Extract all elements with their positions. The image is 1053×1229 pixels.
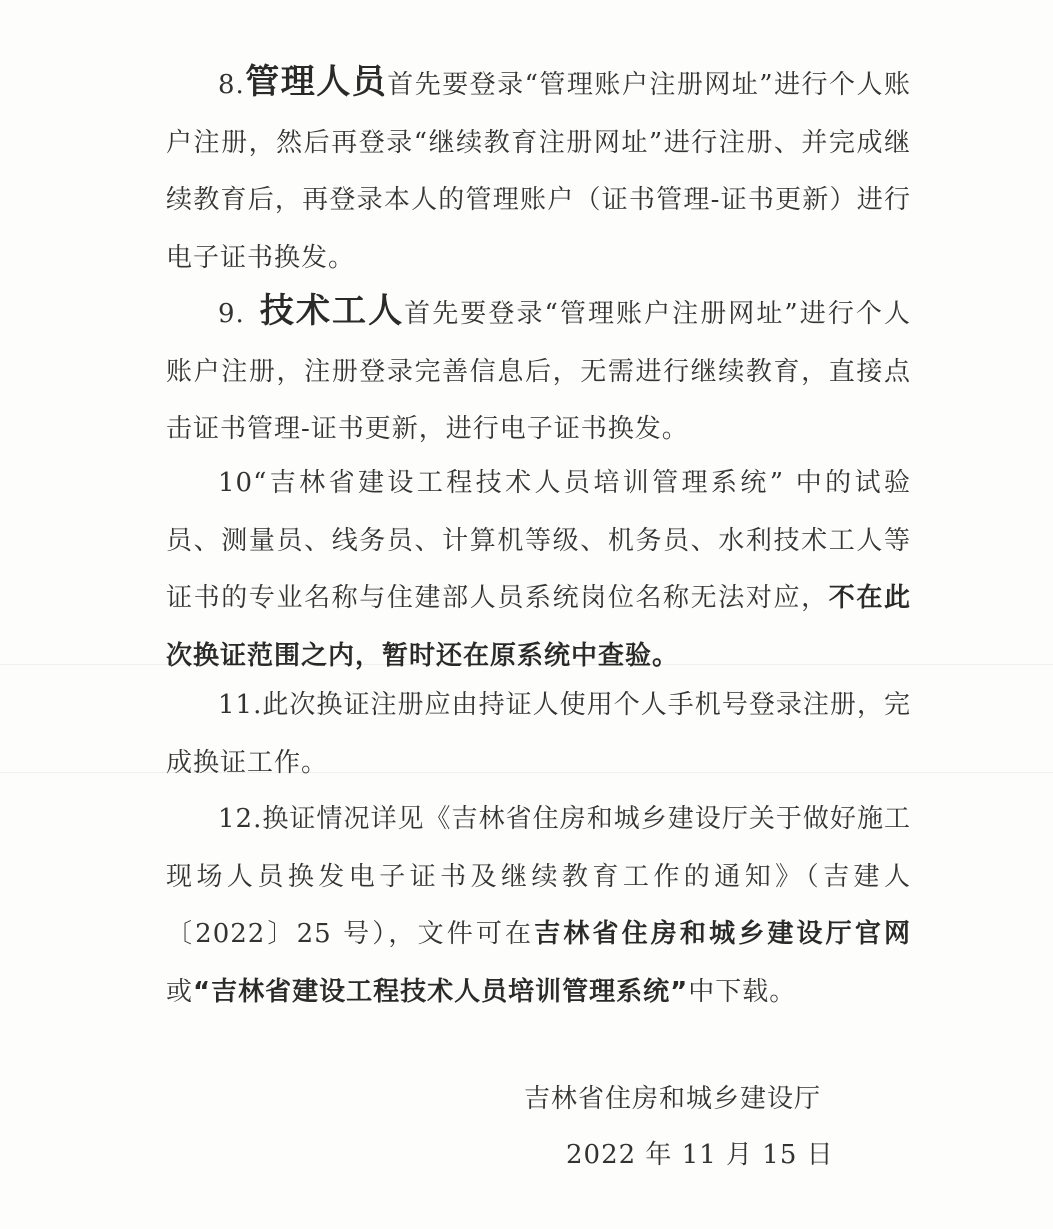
paper-fold-line: [0, 664, 1053, 665]
item9-subject: 技术工人: [258, 291, 405, 331]
item9-text: 首先要登录“管理账户注册网址”进行个人账户注册，注册登录完善信息后，无需进行继续教育，直接点击证书管理-证书更新，进行电子证书换发。: [166, 299, 912, 444]
signature-date: 2022 年 11 月 15 日: [566, 1140, 834, 1170]
paper-fold-line: [0, 772, 1053, 773]
item9-number: 9.: [218, 299, 245, 329]
signature-organization: 吉林省住房和城乡建设厅: [524, 1084, 822, 1114]
item10-text: 10“吉林省建设工程技术人员培训管理系统” 中的试验员、测量员、线务员、计算机等级、机务员、水利技术工人等证书的专业名称与住建部人员系统岗位名称无法对应，: [166, 468, 911, 613]
notice-item-8: [166, 54, 911, 287]
item12-site-training-system: “吉林省建设工程技术人员培训管理系统”: [193, 976, 689, 1007]
item11-text: 11.此次换证注册应由持证人使用个人手机号登录注册，完成换证工作。: [166, 690, 911, 778]
notice-item-12: [166, 791, 911, 1021]
item10-emphasis: 不在此次换证范围之内，暂时还在原系统中查验。: [166, 583, 911, 671]
item8-number: 8.: [218, 70, 245, 100]
item8-subject: 管理人员: [244, 62, 388, 102]
notice-item-10: [166, 455, 911, 685]
notice-item-9: [166, 283, 911, 459]
item12-site-official: 吉林省住房和城乡建设厅官网: [534, 919, 911, 949]
item12-connector: 或: [166, 976, 194, 1007]
notice-item-11: [166, 677, 911, 792]
item12-text-after: 中下载。: [688, 976, 797, 1007]
item12-text-before: 12.换证情况详见《吉林省住房和城乡建设厅关于做好施工现场人员换发电子证书及继续教育工作的通知》（吉建人〔2022〕25 号），文件可在: [166, 804, 911, 949]
item8-text: 首先要登录“管理账户注册网址”进行个人账户注册，然后再登录“继续教育注册网址”进行注册、并完成继续教育后，再登录本人的管理账户（证书管理-证书更新）进行电子证书换发。: [166, 70, 911, 273]
